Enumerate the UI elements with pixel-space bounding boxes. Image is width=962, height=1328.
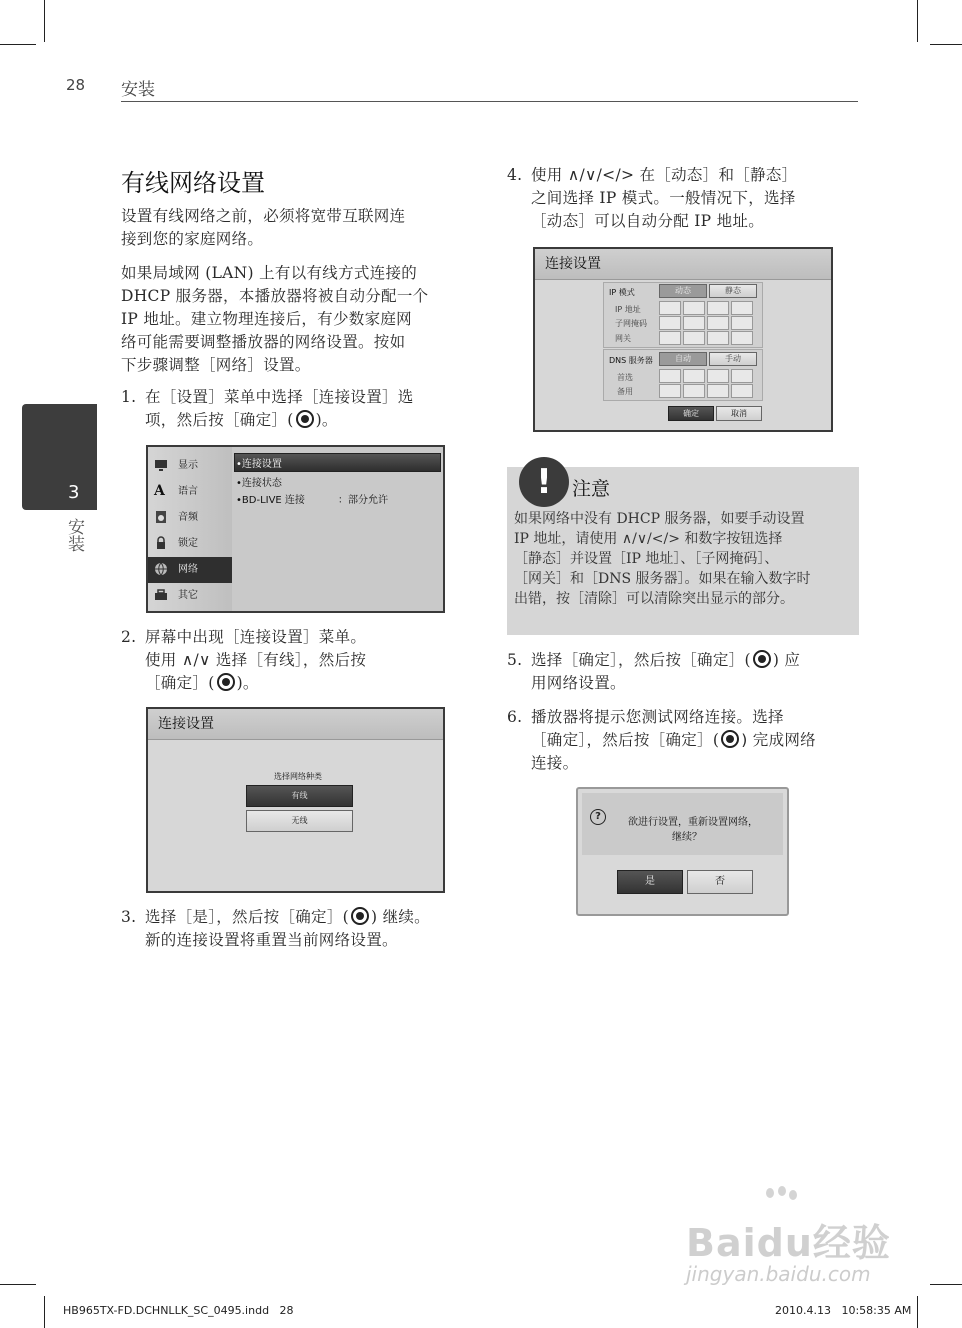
text-line: IP 地址。建立物理连接后，有少数家庭网 bbox=[121, 310, 412, 328]
ip-octet-cell[interactable] bbox=[683, 301, 705, 315]
ip-octet-cell[interactable] bbox=[659, 331, 681, 345]
step-number: 6. bbox=[507, 708, 523, 726]
ip-octet-cell[interactable] bbox=[707, 384, 729, 398]
menu-label: 其它 bbox=[178, 590, 198, 601]
network-type-prompt: 选择网络种类 bbox=[274, 772, 322, 781]
submenu-connection-settings[interactable]: •连接设置 bbox=[236, 459, 282, 470]
note-title: 注意 bbox=[572, 478, 611, 500]
ip-mode-label: IP 模式 bbox=[609, 288, 635, 297]
text-line: DHCP 服务器，本播放器将被自动分配一个 bbox=[121, 287, 429, 305]
confirm-message-line1: 欲进行设置，重新设置网络， bbox=[628, 817, 758, 828]
monitor-icon bbox=[154, 458, 168, 472]
dns-manual-option[interactable]: 手动 bbox=[709, 352, 757, 366]
letter-a-icon: A bbox=[154, 483, 165, 499]
menu-label: 语言 bbox=[178, 486, 198, 497]
step-number: 4. bbox=[507, 166, 523, 184]
submenu-bd-live[interactable]: •BD-LIVE 连接 bbox=[236, 495, 305, 506]
menu-label: 显示 bbox=[178, 460, 198, 471]
paragraph-2 bbox=[121, 262, 428, 377]
secondary-dns-label: 备用 bbox=[617, 387, 633, 396]
menu-item-language[interactable] bbox=[148, 479, 228, 505]
step-number: 1. bbox=[121, 388, 137, 406]
static-option[interactable]: 静态 bbox=[709, 284, 757, 298]
text-line: ) 完成网络 bbox=[741, 731, 816, 749]
section-title: 有线网络设置 bbox=[121, 169, 265, 197]
watermark-url: jingyan.baidu.com bbox=[686, 1262, 871, 1286]
text-line: ［确定］( bbox=[145, 674, 215, 692]
text-line: ［动态］可以自动分配 IP 地址。 bbox=[531, 212, 765, 230]
gateway-label: 网关 bbox=[615, 334, 631, 343]
dynamic-option[interactable]: 动态 bbox=[659, 284, 707, 298]
bd-live-value: ：部分允许 bbox=[338, 495, 388, 506]
text-line: 用网络设置。 bbox=[531, 674, 626, 692]
ip-octet-cell[interactable] bbox=[707, 331, 729, 345]
ip-octet-cell[interactable] bbox=[659, 316, 681, 330]
subnet-label: 子网掩码 bbox=[615, 319, 647, 328]
menu-label: 音频 bbox=[178, 512, 198, 523]
dialog-title: 连接设置 bbox=[148, 709, 443, 740]
ip-octet-cell[interactable] bbox=[731, 384, 753, 398]
chapter-number: 3 bbox=[68, 482, 80, 503]
text-line: 络可能需要调整播放器的网络设置。按如 bbox=[121, 333, 406, 351]
enter-button-icon bbox=[351, 907, 369, 925]
ip-octet-cell[interactable] bbox=[683, 369, 705, 383]
text-line: )。 bbox=[315, 411, 338, 429]
menu-item-audio[interactable] bbox=[148, 505, 228, 531]
enter-button-icon bbox=[721, 730, 739, 748]
ip-octet-cell[interactable] bbox=[707, 316, 729, 330]
yes-button[interactable]: 是 bbox=[617, 870, 683, 894]
ip-octet-cell[interactable] bbox=[659, 384, 681, 398]
text-line: 使用 ∧/∨ 选择［有线］，然后按 bbox=[145, 651, 367, 669]
text-line: 新的连接设置将重置当前网络设置。 bbox=[145, 931, 398, 949]
text-line: ) 继续。 bbox=[371, 908, 430, 926]
step-number: 5. bbox=[507, 651, 523, 669]
step-number: 2. bbox=[121, 628, 137, 646]
page-number: 28 bbox=[66, 76, 86, 94]
cancel-button[interactable]: 取消 bbox=[716, 406, 762, 421]
ip-octet-cell[interactable] bbox=[731, 369, 753, 383]
text-line: ［网关］和［DNS 服务器］。如果在输入数字时 bbox=[514, 571, 811, 587]
ip-octet-cell[interactable] bbox=[683, 331, 705, 345]
globe-icon bbox=[154, 562, 168, 576]
header-rule bbox=[121, 101, 858, 102]
crop-mark bbox=[0, 44, 36, 45]
menu-item-display[interactable] bbox=[148, 453, 228, 479]
paragraph-1 bbox=[121, 205, 405, 251]
ip-octet-cell[interactable] bbox=[659, 301, 681, 315]
ip-octet-cell[interactable] bbox=[659, 369, 681, 383]
chapter-tab bbox=[22, 404, 97, 510]
baidu-watermark bbox=[686, 1212, 891, 1267]
enter-button-icon bbox=[753, 650, 771, 668]
ip-octet-cell[interactable] bbox=[731, 301, 753, 315]
wireless-option[interactable]: 无线 bbox=[246, 810, 353, 832]
ip-octet-cell[interactable] bbox=[731, 331, 753, 345]
ip-address-label: IP 地址 bbox=[615, 305, 641, 314]
wired-option[interactable]: 有线 bbox=[246, 785, 353, 807]
text-line: ［确定］，然后按［确定］( bbox=[531, 731, 720, 749]
connection-type-screen bbox=[146, 707, 445, 893]
no-button[interactable]: 否 bbox=[687, 870, 753, 894]
text-line: ［静态］并设置［IP 地址］、［子网掩码］、 bbox=[514, 551, 779, 567]
exclamation-icon: ! bbox=[519, 457, 569, 507]
primary-dns-label: 首选 bbox=[617, 373, 633, 382]
submenu-connection-status[interactable]: •连接状态 bbox=[236, 478, 282, 489]
text-line: 设置有线网络之前，必须将宽带互联网连 bbox=[121, 207, 406, 225]
crop-mark bbox=[917, 0, 918, 42]
dialog-title: 连接设置 bbox=[535, 249, 831, 280]
text-line: 项，然后按［确定］( bbox=[145, 411, 294, 429]
text-line: 屏幕中出现［连接设置］菜单。 bbox=[145, 628, 367, 646]
text-line: 如果网络中没有 DHCP 服务器，如要手动设置 bbox=[514, 511, 805, 527]
confirm-message-line2: 继续？ bbox=[672, 832, 702, 843]
paw-icon bbox=[760, 1186, 800, 1216]
dns-label: DNS 服务器 bbox=[609, 356, 653, 365]
text-line: 如果局域网 (LAN) 上有以有线方式连接的 bbox=[121, 264, 418, 282]
crop-mark bbox=[930, 44, 962, 45]
text-line: 播放器将提示您测试网络连接。选择 bbox=[531, 708, 784, 726]
crop-mark bbox=[0, 1284, 36, 1285]
note-text bbox=[514, 509, 811, 609]
text-line: 出错，按［清除］可以清除突出显示的部分。 bbox=[514, 591, 794, 607]
menu-label: 锁定 bbox=[178, 538, 198, 549]
text-line: 之间选择 IP 模式。一般情况下，选择 bbox=[531, 189, 796, 207]
footer-date: 2010.4.13 10:58:35 AM bbox=[775, 1304, 912, 1317]
text-line: ) 应 bbox=[772, 651, 801, 669]
step-number: 3. bbox=[121, 908, 137, 926]
running-header: 安装 bbox=[121, 80, 155, 100]
watermark-brand: Baidu经验 bbox=[686, 1221, 891, 1265]
ip-octet-cell[interactable] bbox=[683, 316, 705, 330]
text-line: 选择［确定］，然后按［确定］( bbox=[531, 651, 751, 669]
ip-octet-cell[interactable] bbox=[707, 369, 729, 383]
menu-item-network[interactable] bbox=[148, 557, 232, 583]
text-line: 接到您的家庭网络。 bbox=[121, 230, 264, 248]
ip-octet-cell[interactable] bbox=[707, 301, 729, 315]
ok-button[interactable]: 确定 bbox=[668, 406, 714, 421]
text-line: 在［设置］菜单中选择［连接设置］选 bbox=[145, 388, 414, 406]
menu-item-lock[interactable] bbox=[148, 531, 228, 557]
menu-item-other[interactable] bbox=[148, 583, 228, 609]
enter-button-icon bbox=[296, 410, 314, 428]
dns-auto-option[interactable]: 自动 bbox=[659, 352, 707, 366]
text-line: 使用 ∧/∨/</> 在［动态］和［静态］ bbox=[531, 166, 798, 184]
text-line: 连接。 bbox=[531, 754, 579, 772]
text-line: IP 地址，请使用 ∧/∨/</> 和数字按钮选择 bbox=[514, 531, 783, 547]
ip-octet-cell[interactable] bbox=[683, 384, 705, 398]
footer-file: HB965TX-FD.DCHNLLK_SC_0495.indd 28 bbox=[63, 1304, 294, 1317]
crop-mark bbox=[917, 1296, 918, 1328]
text-line: )。 bbox=[236, 674, 259, 692]
text-line: 下步骤调整［网络］设置。 bbox=[121, 356, 311, 374]
settings-menu-screen bbox=[146, 445, 445, 613]
enter-button-icon bbox=[217, 673, 235, 691]
chapter-label: 安装 bbox=[64, 518, 84, 552]
menu-label: 网络 bbox=[178, 564, 198, 575]
confirm-dialog bbox=[576, 787, 789, 916]
lock-icon bbox=[154, 536, 168, 550]
ip-settings-screen bbox=[533, 247, 833, 432]
toolbox-icon bbox=[154, 588, 168, 602]
crop-mark bbox=[44, 0, 45, 42]
text-line: 选择［是］，然后按［确定］( bbox=[145, 908, 349, 926]
ip-octet-cell[interactable] bbox=[731, 316, 753, 330]
crop-mark bbox=[44, 1296, 45, 1328]
question-icon: ? bbox=[590, 809, 606, 825]
speaker-icon bbox=[154, 510, 168, 524]
crop-mark bbox=[930, 1284, 962, 1285]
